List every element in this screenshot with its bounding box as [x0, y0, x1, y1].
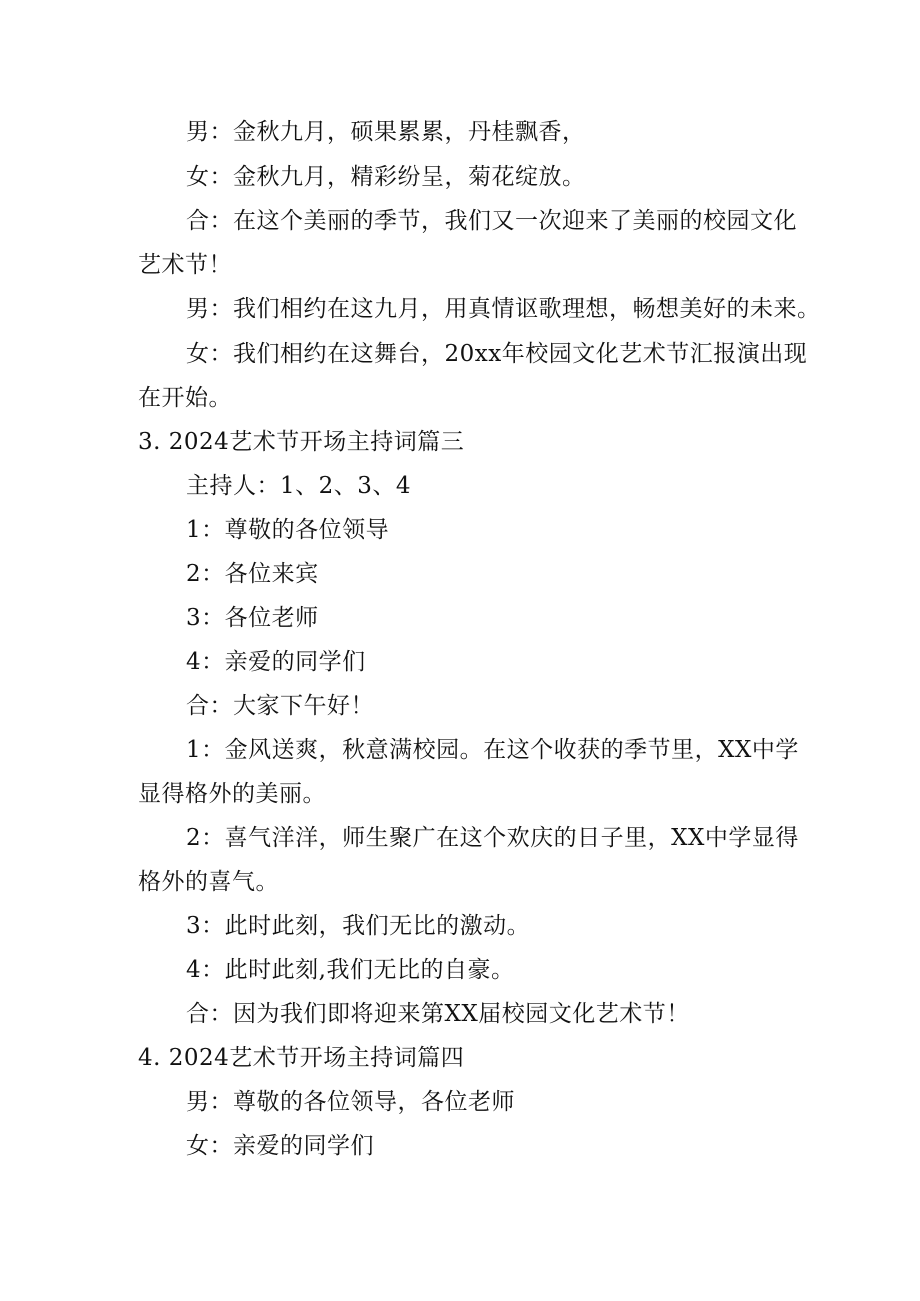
paragraph-line: 合：大家下午好！ — [186, 693, 374, 719]
paragraph-line: 4：此时此刻,我们无比的自豪。 — [186, 957, 515, 983]
paragraph-line: 1：金风送爽，秋意满校园。在这个收获的季节里，XX中学 — [186, 737, 799, 763]
section-heading: 3. 2024艺术节开场主持词篇三 — [138, 429, 465, 455]
paragraph-line: 男：金秋九月，硕果累累，丹桂飘香， — [186, 119, 586, 145]
paragraph-line: 男：我们相约在这九月，用真情讴歌理想，畅想美好的未来。 — [186, 296, 821, 322]
section-heading: 4. 2024艺术节开场主持词篇四 — [138, 1045, 465, 1071]
paragraph-line: 2：喜气洋洋，师生聚广在这个欢庆的日子里，XX中学显得 — [186, 825, 799, 851]
paragraph-line: 3：此时此刻，我们无比的激动。 — [186, 913, 531, 939]
paragraph-line: 合：在这个美丽的季节，我们又一次迎来了美丽的校园文化 — [186, 208, 797, 234]
paragraph-line: 2：各位来宾 — [186, 561, 319, 587]
paragraph-line: 1：尊敬的各位领导 — [186, 517, 390, 543]
paragraph-line: 显得格外的美丽。 — [138, 781, 326, 807]
paragraph-line: 合：因为我们即将迎来第XX届校园文化艺术节！ — [186, 1001, 690, 1027]
paragraph-line: 女：金秋九月，精彩纷呈，菊花绽放。 — [186, 164, 586, 190]
paragraph-line: 女：亲爱的同学们 — [186, 1133, 374, 1159]
paragraph-line: 主持人：1、2、3、4 — [186, 473, 412, 499]
paragraph-line: 格外的喜气。 — [138, 869, 279, 895]
paragraph-line: 男：尊敬的各位领导，各位老师 — [186, 1089, 515, 1115]
paragraph-line: 女：我们相约在这舞台，20xx年校园文化艺术节汇报演出现 — [186, 341, 808, 367]
paragraph-line: 4：亲爱的同学们 — [186, 649, 366, 675]
paragraph-line: 在开始。 — [138, 385, 232, 411]
paragraph-line: 3：各位老师 — [186, 605, 319, 631]
paragraph-line: 艺术节！ — [138, 252, 232, 278]
